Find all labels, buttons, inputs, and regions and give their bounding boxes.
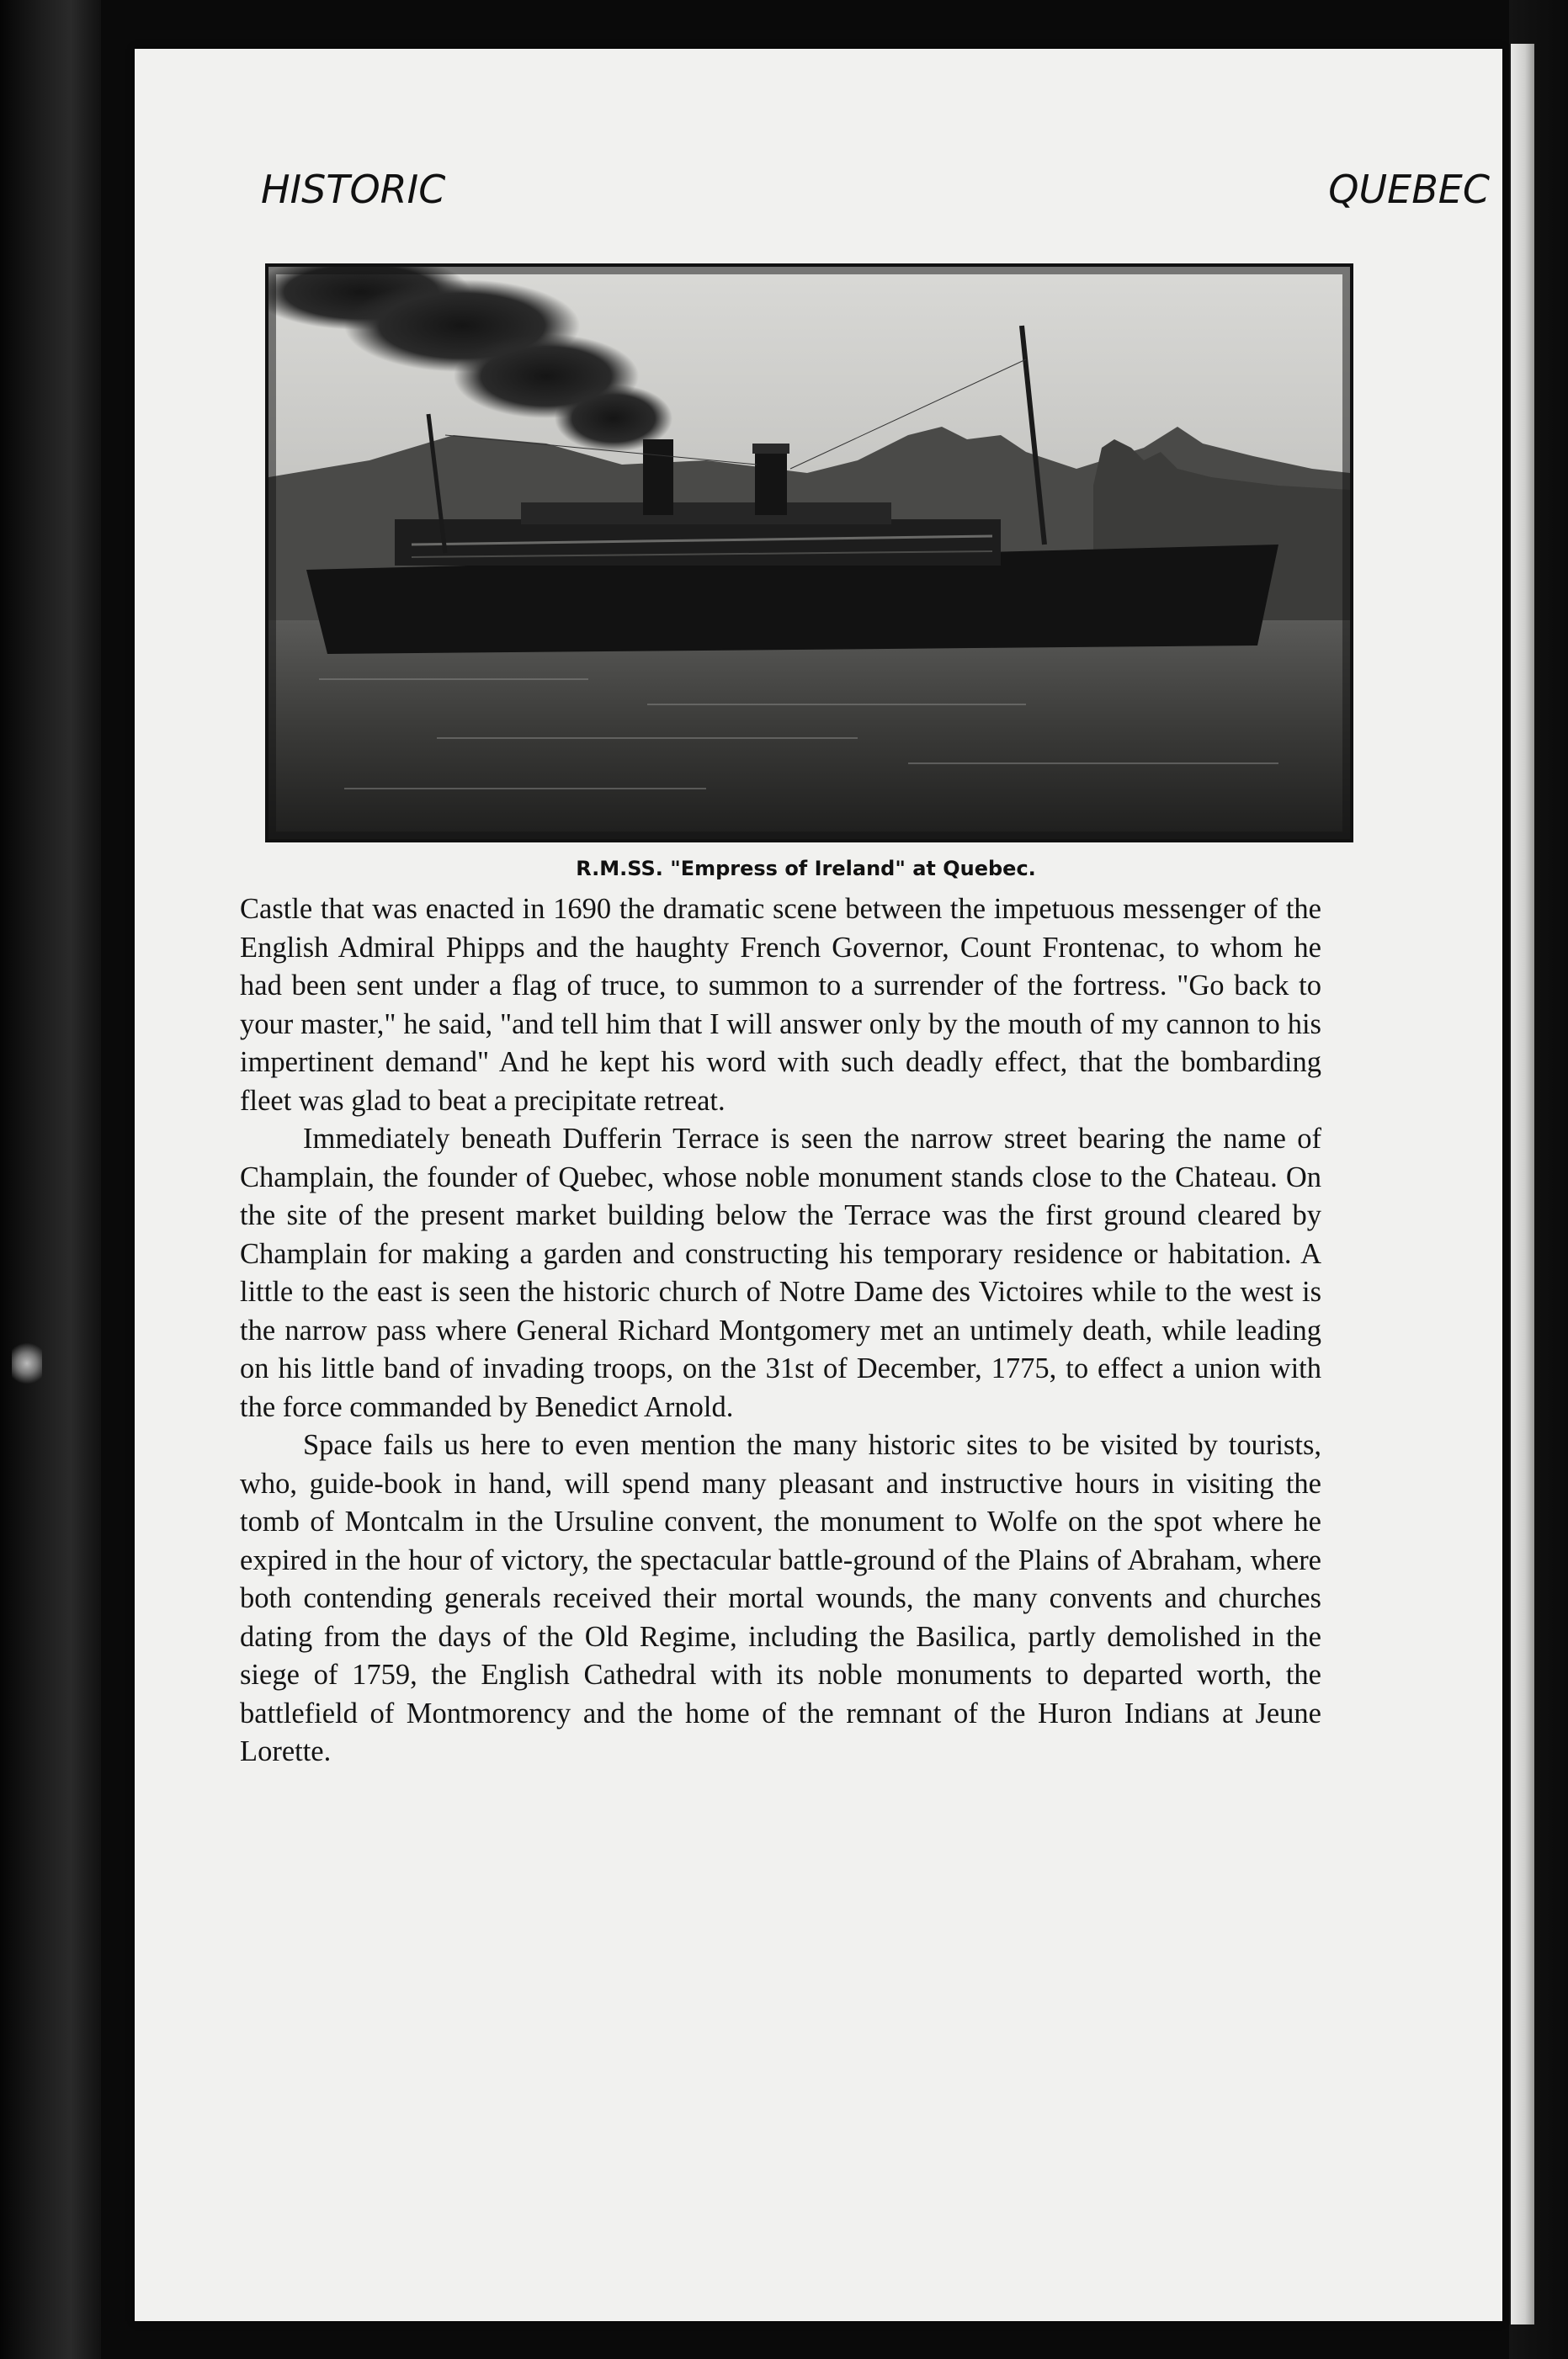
paragraph: Castle that was enacted in 1690 the dramatic scene between the impetuous messenger of the English Admiral Phipps and the haughty French Governor, Count Frontenac, to whom he had been sent under a flag of truce, to summon to a surrender of the fortress. "Go back to your master," he said, "and tell him that I will answer only by the mouth of my cannon to his impertinent demand" And he kept his word with such deadly effect, that the bombarding fleet was glad to beat a precipitate retreat. [240, 893, 1321, 1117]
next-page-edge [1511, 44, 1534, 2324]
paragraph: Space fails us here to even mention the many historic sites to be visited by tourists, who, guide-book in hand, will spend many pleasant and instructive hours in visiting the tomb of Montcalm in the Ursuline convent, the monument to Wolfe on the spot where he expired in the hour of victory, the spectacular battle-ground of the Plains of Abraham, where both contending generals received their mortal wounds, the many convents and churches dating from the days of the Old Regime, including the Basilica, partly demolished in the siege of 1759, the English Cathedral with its noble monuments to departed worth, the battlefield of Montmorency and the home of the remnant of the Huron Indians at Jeune Lorette. [240, 1429, 1321, 1767]
paragraph: Immediately beneath Dufferin Terrace is seen the narrow street bearing the name of Champlain, the founder of Quebec, whose noble monument stands close to the Chateau. On the site of the present market building below the Terrace was the first ground cleared by Champlain for making a garden and constructing his temporary residence or habitation. A little to the east is seen the historic church of Notre Dame des Victoires while to the west is the narrow pass where General Richard Montgomery met an untimely death, while leading on his little band of invading troops, on the 31st of December, 1775, to effect a union with the force commanded by Benedict Arnold. [240, 1123, 1321, 1423]
article-body [240, 890, 1321, 1772]
film-speck [12, 1338, 42, 1389]
film-border-left [0, 0, 101, 2359]
ship-photograph [265, 263, 1353, 842]
ship-photo-image [268, 267, 1350, 839]
book-page [135, 49, 1502, 2321]
running-head-text: HISTORIC QUEBEC [261, 167, 1490, 212]
photo-caption: R.M.SS. "Empress of Ireland" at Quebec. [576, 857, 1036, 880]
running-head [261, 167, 1490, 212]
